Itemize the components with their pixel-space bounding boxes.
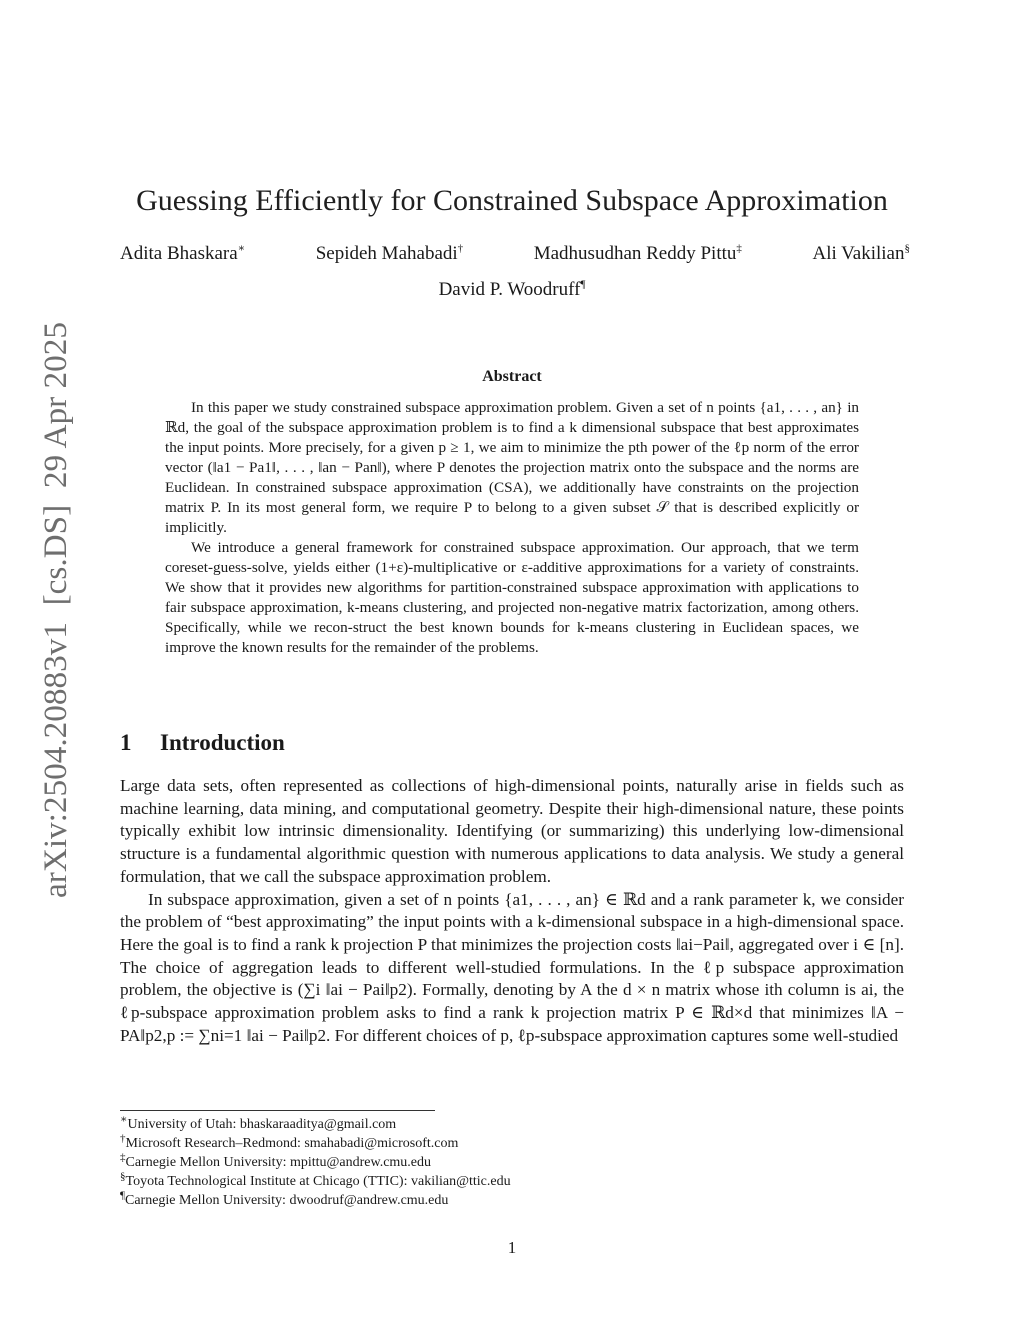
abstract-paragraph: In this paper we study constrained subspace approximation problem. Given a set of n points {a1, . . . , an} in ℝd, the goal of the subspace approximation problem is to find a k dimensional subspace that best approximates the input points. More precisely, for a given p ≥ 1, we aim to minimize the pth power of the ℓp norm of the error vector (‖a1 − Pa1‖, . . . , ‖an − Pan‖), where P denotes the projection matrix onto the subspace and the norms are Euclidean. In constrained subspace approximation (CSA), we additionally have constraints on the projection matrix P. In its most general form, we require P to belong to a given subset 𝒮 that is described explicitly or implicitly.	[165, 399, 860, 536]
abstract	[165, 398, 859, 658]
body-paragraph: Large data sets, often represented as collections of high-dimensional points, naturally arise in fields such as machine learning, data mining, and computational geometry. Despite their high-dimensional nature, these points typically exhibit low intrinsic dimensionality. Identifying (or summarizing) this underlying low-dimensional structure is a fundamental algorithmic question with numerous applications to data analysis. We study a general formulation, that we call the subspace approximation problem.	[120, 776, 905, 886]
body-text	[120, 775, 904, 1047]
footnote: §Toyota Technological Institute at Chicago (TTIC): vakilian@ttic.edu	[120, 1170, 511, 1189]
abstract-heading: Abstract	[482, 368, 542, 385]
footnotes	[120, 1115, 511, 1210]
footnote: ∗University of Utah: bhaskaraaditya@gmail.com	[120, 1113, 397, 1132]
paper-title: Guessing Efficiently for Constrained Subspace Approximation	[136, 184, 888, 217]
section-title: Introduction	[160, 730, 285, 755]
author: Ali Vakilian§	[812, 242, 910, 264]
section-heading	[120, 730, 285, 756]
footnote: †Microsoft Research–Redmond: smahabadi@microsoft.com	[120, 1132, 459, 1151]
body-paragraph: In subspace approximation, given a set of n points {a1, . . . , an} ∈ ℝd and a rank parameter k, we consider the problem of “best approximating” the input points with a k-dimensional subspace in a high-dimensional space. Here the goal is to find a rank k projection P that minimizes the projection costs ‖ai−Pai‖, aggregated over i ∈ [n]. The choice of aggregation leads to different well-studied formulations. In the ℓp subspace approximation problem, the objective is (∑i ‖ai − Pai‖p2). Formally, denoting by A the d × n matrix whose ith column is ai, the ℓp-subspace approximation problem asks to find a rank k projection matrix P ∈ ℝd×d that minimizes ‖A − PA‖p2,p := ∑ni=1 ‖ai − Pai‖p2. For different choices of p, ℓp-subspace approximation captures some well-studied	[120, 889, 905, 1045]
arxiv-stamp	[12, 320, 82, 900]
footnote: ‡Carnegie Mellon University: mpittu@andrew.cmu.edu	[120, 1151, 432, 1170]
author: David P. Woodruff¶	[438, 278, 586, 300]
footnote-divider	[120, 1110, 435, 1111]
author-list-row2	[0, 279, 1024, 301]
author: Adita Bhaskara∗	[120, 242, 246, 264]
author-list	[120, 243, 910, 265]
author: Madhusudhan Reddy Pittu‡	[533, 242, 742, 264]
footnote: ¶Carnegie Mellon University: dwoodruf@andrew.cmu.edu	[120, 1189, 449, 1208]
abstract-paragraph: We introduce a general framework for constrained subspace approximation. Our approach, that we term coreset-guess-solve, yields either (1+ε)-multiplicative or ε-additive approximations for a variety of constraints. We show that it provides new algorithms for partition-constrained subspace approximation with applications to fair subspace approximation, k-means clustering, and projected non-negative matrix factorization, among others. Specifically, while we recon-struct the best known bounds for k-means clustering in Euclidean spaces, we improve the known results for the remainder of the problems.	[165, 539, 860, 656]
arxiv-stamp-text: arXiv:2504.20883v1 [cs.DS] 29 Apr 2025	[38, 326, 74, 898]
page-number: 1	[507, 1238, 517, 1257]
author: Sepideh Mahabadi†	[315, 242, 464, 264]
section-number: 1	[120, 730, 132, 755]
